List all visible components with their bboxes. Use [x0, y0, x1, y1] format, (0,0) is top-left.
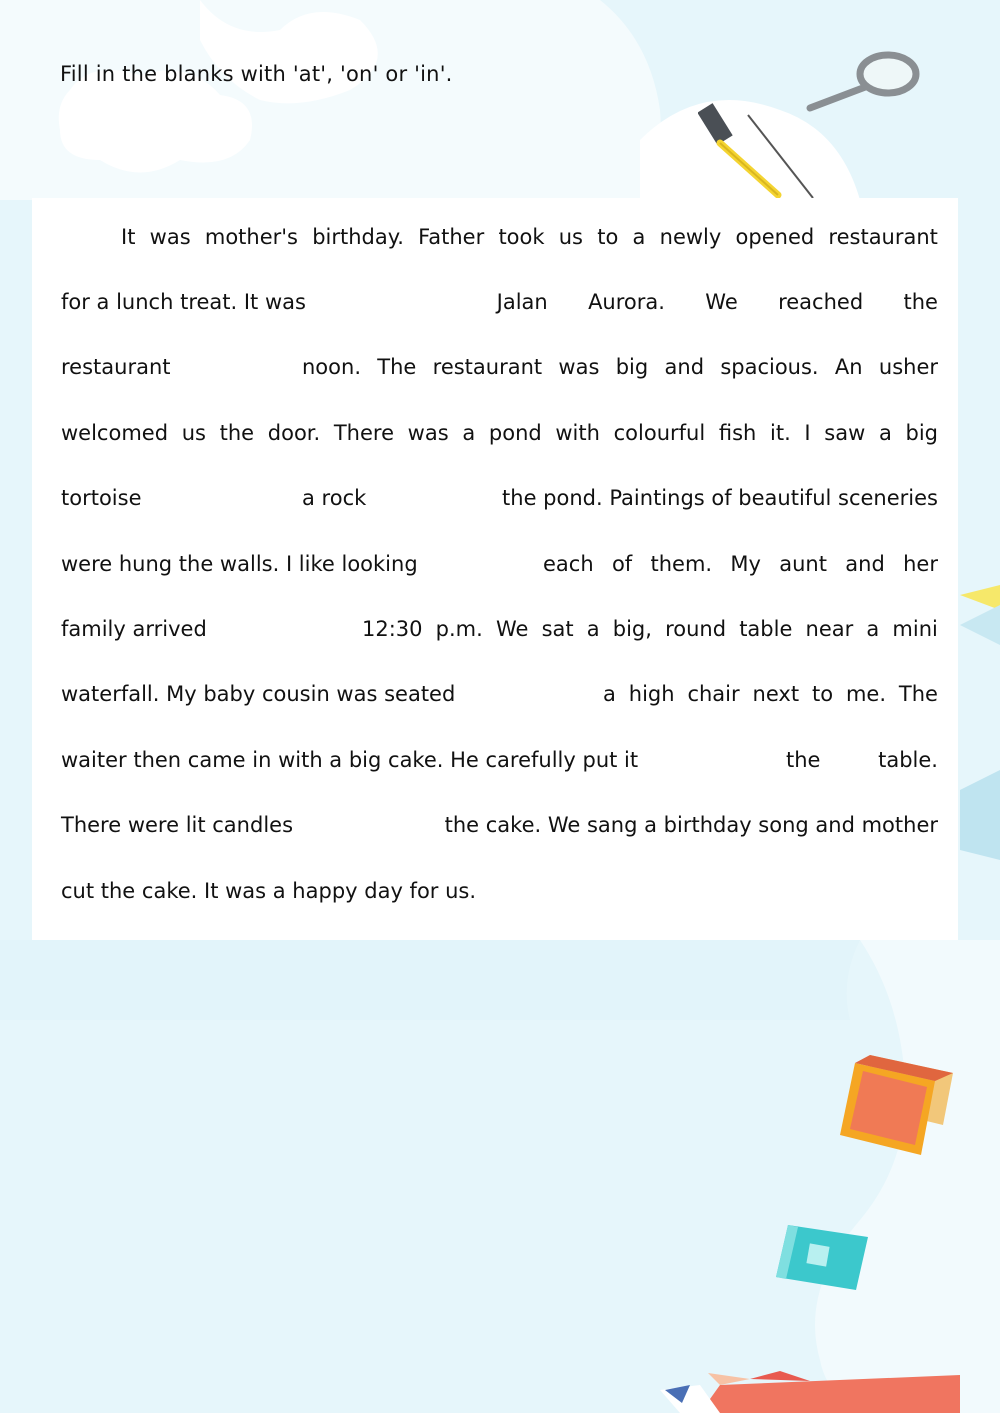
book-icon	[835, 1045, 960, 1160]
passage-text	[121, 222, 938, 252]
passage-word: a	[632, 225, 646, 249]
passage-text: family arrived	[61, 617, 207, 641]
passage-text: and	[845, 552, 885, 576]
passage-text: the pond. Paintings of beautiful sceneries	[502, 486, 938, 510]
passage-text-group	[603, 679, 938, 709]
passage-text: for a lunch treat. It was	[61, 290, 306, 314]
passage-word: us	[558, 225, 584, 249]
passage-text: next	[752, 682, 800, 706]
passage-text: mini	[892, 617, 938, 641]
passage-text: were hung the walls. I like looking	[61, 552, 418, 576]
passage-text-group	[543, 549, 938, 579]
passage-text: chair	[687, 682, 740, 706]
passage-line-7	[61, 614, 938, 644]
passage-text: near	[805, 617, 854, 641]
passage-text: tortoise	[61, 486, 142, 510]
passage-text: the	[903, 290, 938, 314]
passage-word: opened	[735, 225, 815, 249]
pencil-icon	[698, 95, 823, 200]
passage-text: reached	[778, 290, 864, 314]
answer-blank[interactable]	[161, 483, 296, 513]
passage-text: them.	[650, 552, 713, 576]
answer-blank[interactable]	[476, 679, 596, 709]
passage-text: round	[665, 617, 727, 641]
passage-text: Aurora.	[588, 290, 665, 314]
passage-word: It	[121, 225, 136, 249]
passage-line-8	[61, 679, 938, 709]
passage-text: a	[586, 617, 600, 641]
colored-pencils-icon	[660, 1365, 960, 1413]
passage-text: the	[786, 748, 821, 772]
passage-text: a	[603, 682, 616, 706]
passage-text: We	[495, 617, 529, 641]
passage-text-group	[362, 614, 938, 644]
answer-blank[interactable]	[346, 287, 456, 317]
passage-line-5	[61, 483, 938, 513]
passage-text: There were lit candles	[61, 813, 294, 837]
passage-text: to	[811, 682, 834, 706]
passage-text: a	[866, 617, 880, 641]
answer-blank[interactable]	[436, 549, 536, 579]
passage-text: waiter then came in with a big cake. He carefully put it	[61, 748, 639, 772]
passage-line-2	[61, 287, 938, 317]
passage-line-3	[61, 352, 938, 382]
passage-line-4	[61, 418, 938, 448]
answer-blank[interactable]	[221, 614, 356, 644]
passage-word: was	[149, 225, 191, 249]
passage-word: mother's	[204, 225, 298, 249]
passage-text: me.	[845, 682, 887, 706]
passage-text: We	[705, 290, 738, 314]
passage-word: restaurant	[828, 225, 938, 249]
paper-corner-icon	[955, 585, 1000, 655]
passage-line-1	[61, 222, 938, 252]
passage-text: The	[898, 682, 938, 706]
passage-text: cut the cake. It was a happy day for us.	[61, 879, 477, 903]
passage-line-6	[61, 549, 938, 579]
passage-text: waterfall. My baby cousin was seated	[61, 682, 456, 706]
passage-word: to	[597, 225, 619, 249]
pencil-sharpener-icon	[768, 1215, 873, 1295]
passage-text: sat	[541, 617, 574, 641]
passage-text: table.	[878, 748, 938, 772]
passage-line-10	[61, 810, 938, 840]
passage-text: My	[730, 552, 761, 576]
answer-blank[interactable]	[376, 483, 476, 513]
passage-word: took	[498, 225, 545, 249]
passage-text: aunt	[779, 552, 827, 576]
answer-blank[interactable]	[316, 810, 416, 840]
passage-line-11	[61, 876, 938, 906]
passage-text: high	[628, 682, 675, 706]
passage-text: the cake. We sang a birthday song and mother	[444, 813, 938, 837]
passage-text: a rock	[302, 486, 367, 510]
instruction-heading: Fill in the blanks with 'at', 'on' or 'in'.	[60, 62, 453, 86]
passage-word: birthday.	[312, 225, 404, 249]
passage-text: of	[611, 552, 633, 576]
passage-text: each	[543, 552, 594, 576]
passage-text: her	[903, 552, 938, 576]
passage-text: welcomed us the door. There was a pond with colourful fish it. I saw a big	[61, 421, 938, 445]
passage-text: 12:30	[362, 617, 423, 641]
passage-line-9	[61, 745, 938, 775]
passage-text: p.m.	[435, 617, 483, 641]
passage-text: table	[739, 617, 793, 641]
passage-text: Jalan	[496, 290, 548, 314]
passage-text: restaurant	[61, 355, 171, 379]
passage-text: big,	[612, 617, 652, 641]
passage-word: Father	[418, 225, 485, 249]
paper-strip-icon	[955, 770, 1000, 860]
passage-word: newly	[659, 225, 722, 249]
answer-blank[interactable]	[671, 745, 771, 775]
passage-text: noon. The restaurant was big and spacious. An usher	[302, 355, 938, 379]
